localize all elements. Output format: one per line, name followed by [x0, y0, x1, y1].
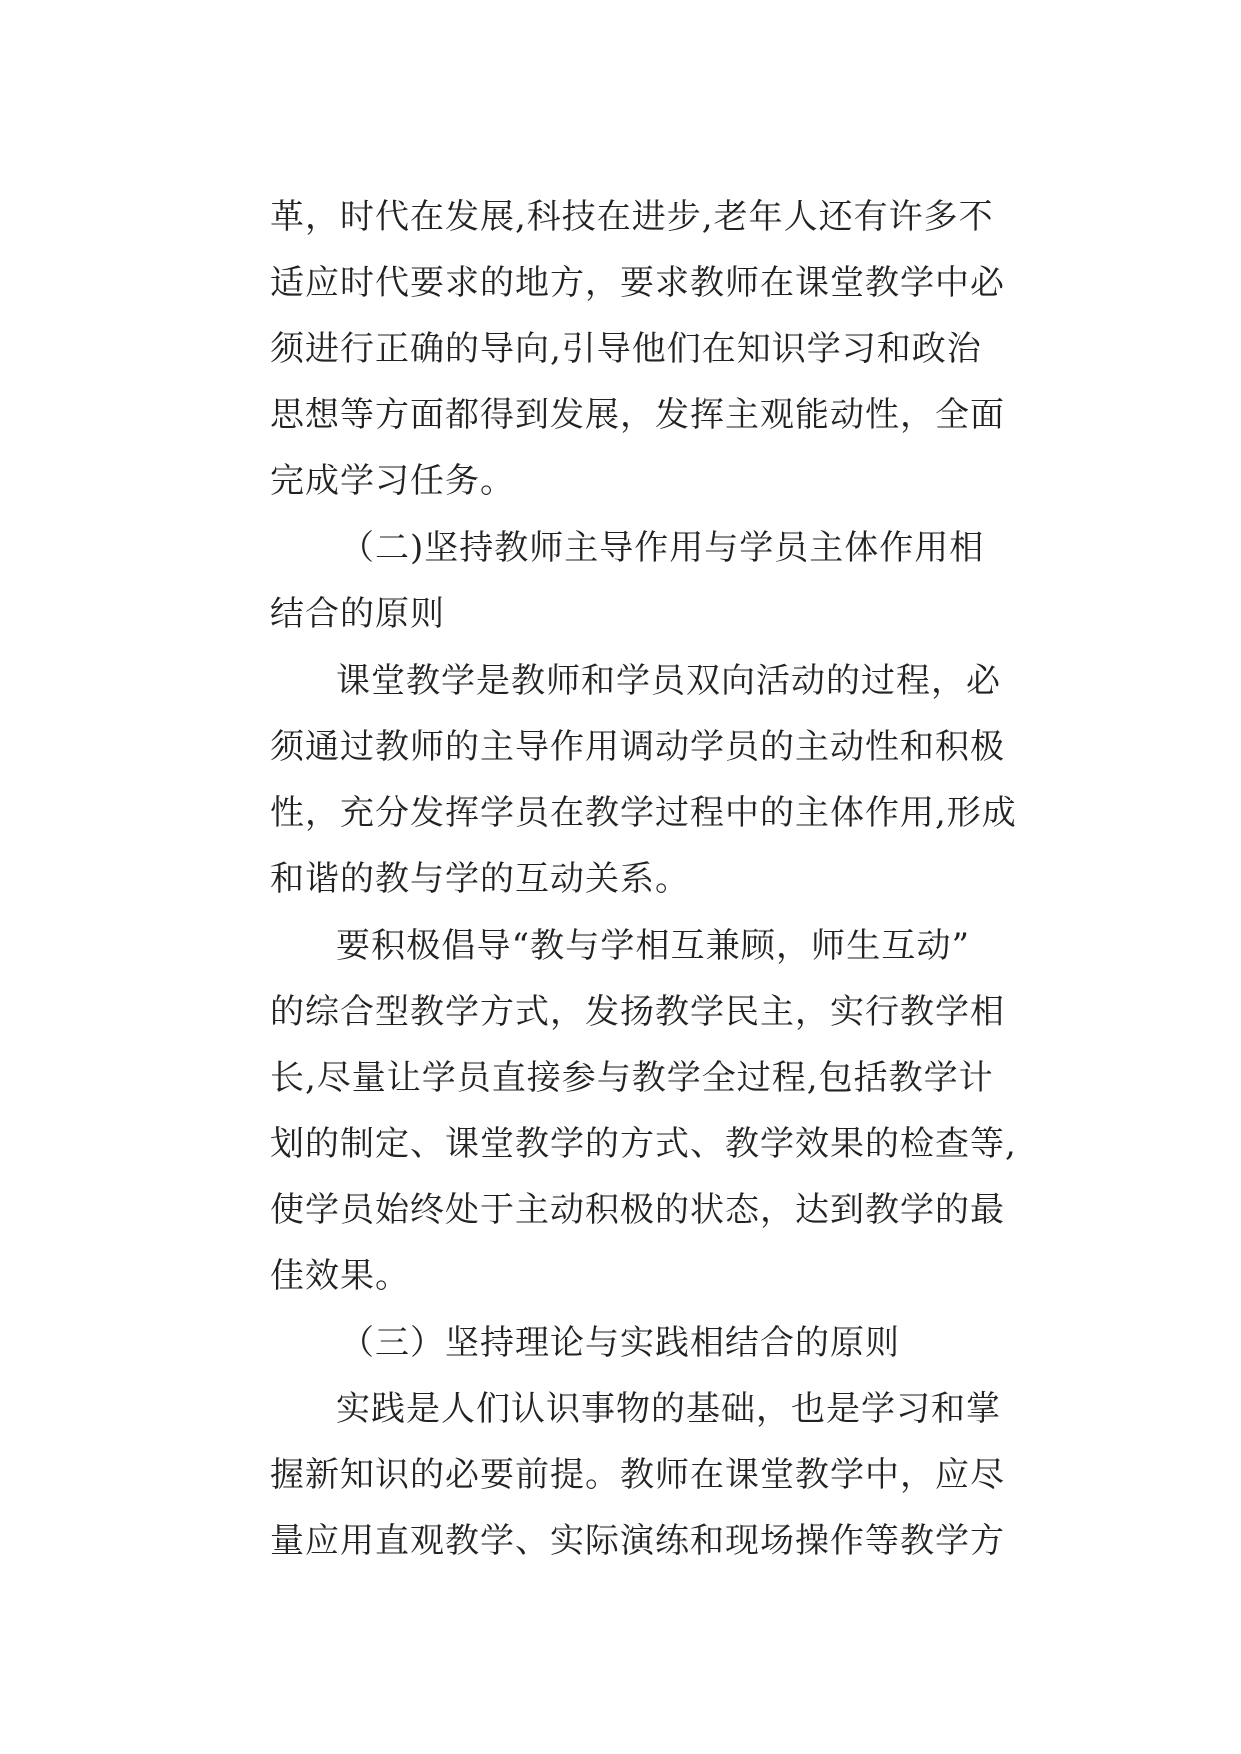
text-line-16: 使学员始终处于主动积极的状态，达到教学的最 — [270, 1190, 1005, 1230]
text-line-1: 革，时代在发展,科技在进步,老年人还有许多不 — [270, 197, 994, 237]
text-line-8: 课堂教学是教师和学员双向活动的过程，必 — [336, 661, 1001, 701]
text-line-4: 思想等方面都得到发展，发挥主观能动性，全面 — [270, 395, 1005, 435]
text-line-17: 佳效果。 — [270, 1256, 410, 1296]
text-line-19: 实践是人们认识事物的基础，也是学习和掌 — [336, 1389, 1001, 1429]
text-line-9: 须通过教师的主导作用调动学员的主动性和积极 — [270, 727, 1005, 767]
text-line-2: 适应时代要求的地方，要求教师在课堂教学中必 — [270, 263, 1005, 303]
text-line-15: 划的制定、课堂教学的方式、教学效果的检查等, — [270, 1124, 1017, 1164]
text-line-10: 性，充分发挥学员在教学过程中的主体作用,形成 — [270, 793, 1017, 833]
text-line-20: 握新知识的必要前提。教师在课堂教学中，应尽 — [270, 1455, 1005, 1495]
section-heading-2-line-2: 结合的原则 — [270, 594, 445, 634]
text-line-3: 须进行正确的导向,引导他们在知识学习和政治 — [270, 329, 982, 369]
text-line-12: 要积极倡导“教与学相互兼顾，师生互动” — [336, 926, 970, 966]
section-heading-2-line-1: （二)坚持教师主导作用与学员主体作用相 — [340, 528, 985, 568]
text-line-13: 的综合型教学方式，发扬教学民主，实行教学相 — [270, 992, 1005, 1032]
text-line-11: 和谐的教与学的互动关系。 — [270, 859, 690, 899]
text-line-14: 长,尽量让学员直接参与教学全过程,包括教学计 — [270, 1058, 994, 1098]
section-heading-3: （三）坚持理论与实践相结合的原则 — [340, 1323, 900, 1363]
text-line-5: 完成学习任务。 — [270, 461, 515, 501]
text-line-21: 量应用直观教学、实际演练和现场操作等教学方 — [270, 1521, 1005, 1561]
